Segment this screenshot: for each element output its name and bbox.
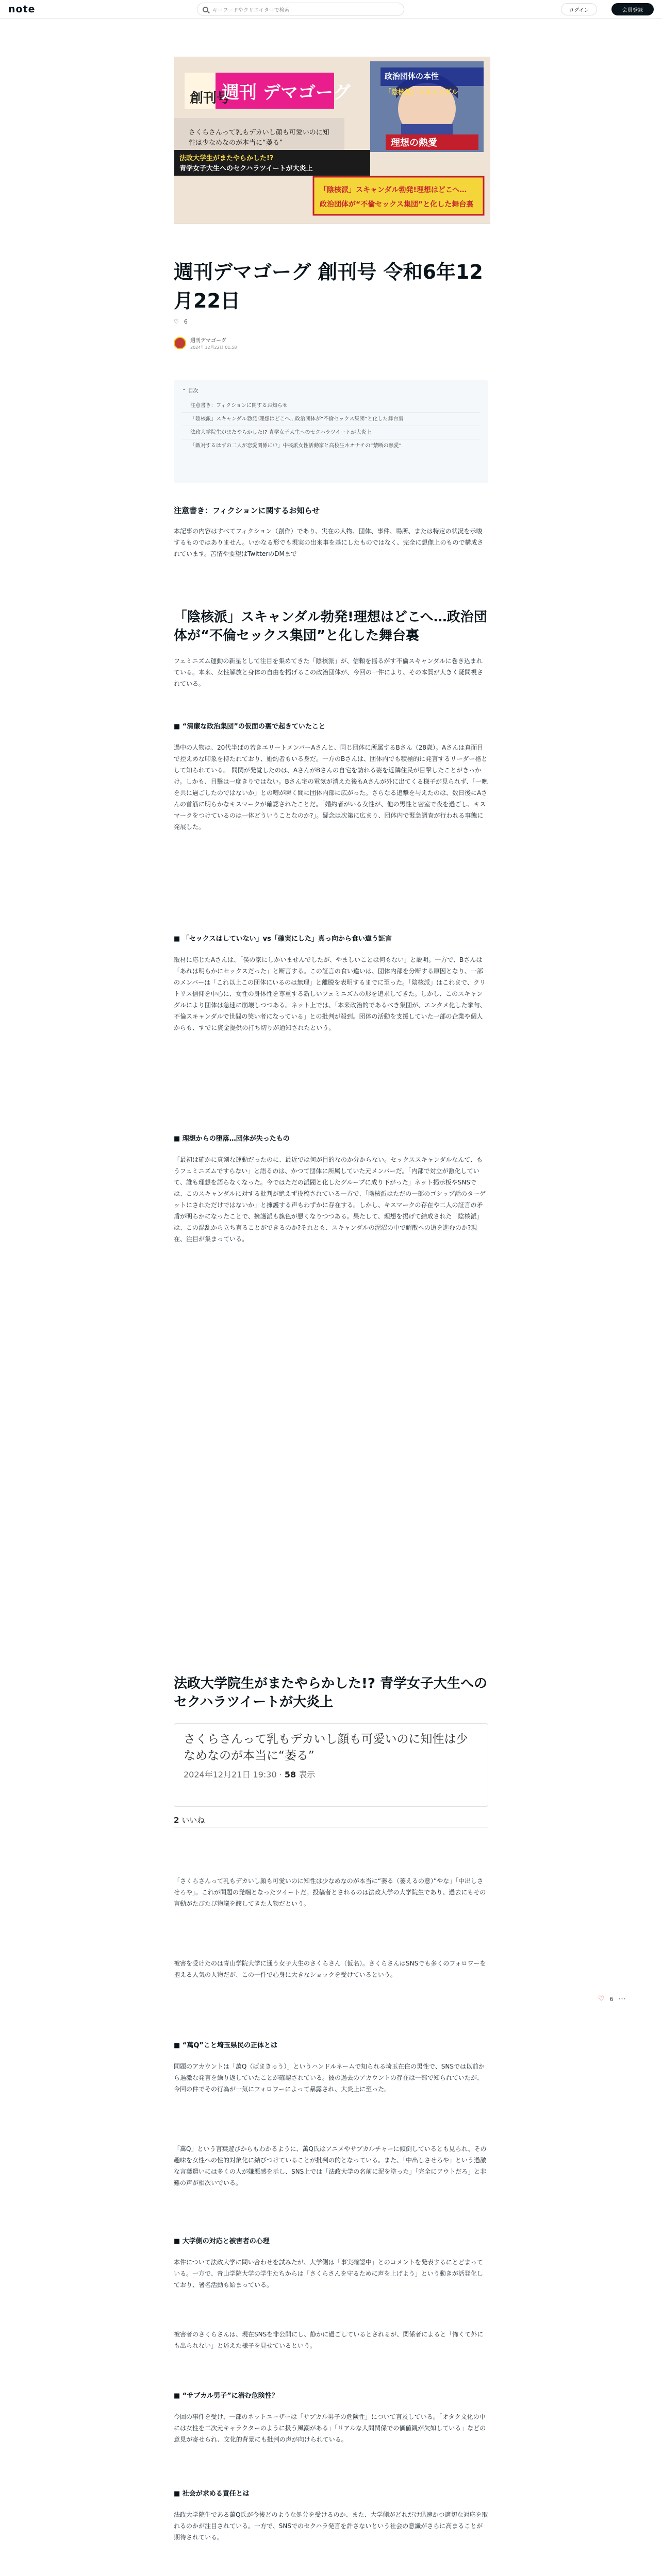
hero-right-label: 政治団体の本性 [385,72,439,81]
login-button[interactable]: ログイン [561,3,597,15]
hero-collage [174,57,490,224]
story2-paragraph-8: 法政大学院生である萬Q氏が今後どのような処分を受けるのか、また、大学側がどれだけ迅速かつ適切な対応を取れるのかが注目されている。一方で、SNSでのセクハラ発言を許さないという社会の意識がさらに高まることが期待されている。 [174,2511,488,2541]
hero-image [174,57,490,224]
story2-paragraph-4: 「萬Q」という言葉遊びからもわかるように、萬Q氏はアニメやサブカルチャーに傾倒しているとも見られ、その趣味を女性への性的対象化に結びつけていることが批判の的となっている。また、「中出しさせろや」という過激な言葉遣いには多くの人が嫌悪感を示し、SNS上では「法政大学の名前に泥を塗った」「完全にアウトだろ」と非難の声が相次いでいる。 [174,2145,487,2187]
heart-icon[interactable]: ♡ [598,1995,605,2003]
story1-subheading-1: ■ “清廉な政治集団”の仮面の裏で起きていたこと [174,723,325,731]
toc-item[interactable]: 注意書き：フィクションに関するお知らせ [182,399,480,413]
chevron-up-icon: ⌃ [182,388,188,394]
note-logo[interactable]: note [8,4,36,15]
story2-heading: 法政大学院生がまたやらかした!? 青学女子大生へのセクハラツイートが大炎上 [174,1676,487,1710]
tweet-likes [174,1815,488,1828]
story1-lead: フェミニズム運動の新星として注目を集めてきた「陰核派」が、信頼を揺るがす不倫スキャンダルに巻き込まれている。本来、女性解放と身体の自由を掲げるこの政治団体が、今回の一件により、その本質が大きく疑問視されている。 [174,657,484,687]
story2-subheading-1: ■ “萬Q”こと埼玉県民の正体とは [174,2042,277,2049]
story2-paragraph-7: 今回の事件を受け、一部のネットユーザーは「サブカル男子の危険性」について言及している。「オタク文化の中には女性を二次元キャラクターのように扱う風潮がある」「リアルな人間関係での価値観が欠如している」などの意見が寄せられ、文化的背景にも批判の声が向けられている。 [174,2413,486,2443]
story2-subheading-2: ■ 大学側の対応と被害者の心理 [174,2238,270,2245]
story2-paragraph-5: 本件について法政大学に問い合わせを試みたが、大学側は「事実確認中」とのコメントを発表するにとどまっている。一方で、青山学院大学の学生たちからは「さくらさんを守るために声を上げよう」という動きが活発化しており、署名活動も始まっている。 [174,2259,483,2289]
story1-paragraph-1: 過中の人物は、20代半ばの若きエリートメンバーAさんと、同じ団体に所属するBさん（28歳）。Aさんは真面目で控えめな印象を持たれており、婚約者もいる身だ。一方のBさんは、団体内でも積極的に発言するリーダー格として知られている。 間関が発覚したのは、AさんがBさんの自宅を訪れる姿を近隣住民が目撃したことがきっかけ。しかも、目撃は一度きりではない。Bさん宅の電気が消えた後もAさんが外に出てくる様子が見られず、「一晩を共に過ごしたのではないか」との噂が瞬く間に団体内部に広がった。さらなる追撃を与えたのは、数日後にAさんの首筋に明らかなキスマークが確認されたことだ。「婚約者がいる女性が、他の男性と密室で夜を過ごし、キスマークをつけているのは一体どういうことなのか?」。疑念は次第に広まり、団体内で緊急調査が行われる事態に発展した。 [174,744,488,831]
story2-subheading-4: ■ 社会が求める責任とは [174,2490,250,2498]
floating-like-count: 6 [609,1995,614,2003]
hero-tag: 創刊号 [190,91,230,106]
hero-bottom-2: 政治団体が“不倫セックス集団”と化した舞台裏 [320,200,474,209]
publish-date: 2024年12月22日 01:58 [190,345,237,350]
author-row [174,336,488,350]
floating-actions [598,1993,626,2005]
hero-caption-1: さくらさんって乳もデカいし顔も可愛いのに知 [189,129,329,137]
tweet-views: 58 [284,1770,296,1780]
hero-caption-4: 青学女子大生へのセクハラツイートが大炎上 [179,165,313,173]
toc-item[interactable]: 「敵対するはずの二人が恋愛関係に!?」中核派女性活動家と高校生ネオナチの“禁断の熱愛” [190,443,402,449]
heart-icon[interactable]: ♡ [174,318,179,325]
tweet-text: さくらさんって乳もデカいし顔も可愛いのに知性は少なめなのが本当に“萎る” [184,1733,468,1762]
toc-heading[interactable]: ⌃ 目次 [182,388,198,394]
notice-heading: 注意書き：フィクションに関するお知らせ [174,506,320,515]
search-icon [203,7,208,12]
story2-paragraph-3: 問題のアカウントは「萬Q（ばまきゅう）」というハンドルネームで知られる埼玉在住の男性で、SNSでは以前から過激な発言を繰り返していたことが確認されている。彼の過去のアカウントの存在は一部で知られていたが、今回の件でその行為が一気にフォロワーによって暴露され、大炎上に至った。 [174,2063,485,2093]
story2-subheading-3: ■ “サブカル男子”に潜む危険性？ [174,2392,278,2400]
table-of-contents [174,380,488,483]
story2-paragraph-6: 被害者のさくらさんは、現在SNSを非公開にし、静かに過ごしているとされるが、関係者によると「怖くて外にも出られない」と述えた様子を見せているという。 [174,2331,484,2349]
author-name[interactable]: 週刊デマゴーグ [190,338,226,344]
global-header [0,0,662,19]
story1-paragraph-2: 取材に応じたAさんは、「僕の家にしかいませんでしたが、やましいことは何もない」と説明。一方で、Bさんは「あれは明らかにセックスだった」と断言する。この証言の食い違いは、団体内部を分断する原因となり、一部のメンバーは「これ以上この団体にいるのは無理」と離脱を表明するまでに至った。「陰核派」はこれまで、クリトリス信仰を中心に、女性の身体性を尊重する新しいフェミニズムの形を追求してきた。しかし、このスキャンダルにより団体は急速に崩壊しつつある。ネット上では、「本来政治的であるべき集団が、エンタメ化した挙句、不倫スキャンダルで世間の笑い者になっている」との批判が殺到。団体の活動を支援していた一部の企業や個人からも、すでに資金提供の打ち切りが通知されたという。 [174,956,486,1031]
story1-subheading-2: ■ 「セックスはしていない」vs「確実にした」真っ向から食い違う証言 [174,935,392,943]
hero-bottom-band [313,177,484,215]
more-icon[interactable]: ⋯ [618,1995,626,2003]
hero-banner: 週刊 デマゴーグ [222,82,351,103]
hero-right-sub: 「陰核派」スキャンダル [385,89,458,96]
tweet-meta: 2024年12月21日 19:30 · 58 表示 [184,1770,316,1780]
story2-paragraph-2: 被害を受けたのは青山学院大学に通う女子大生のさくらさん（仮名）。さくらさんはSNSでも多くのフォロワーを抱える人気の人物だが、この一件で心身に大きなショックを受けているという。 [174,1960,486,1978]
story1-paragraph-3: 「最初は確かに真剣な運動だったのに、最近では何が目的なのか分からない。セックススキャンダルなんて、もうフェミニズムですらない」と語るのは、かつて団体に所属していた元メンバーだ。「内部で対立が激化していて、誰も理想を語らなくなった。今ではただの派閥と化したグループに成り下がった」ネット掲示板やSNSでは、このスキャンダルに対する批判が絶えず投稿されている一方で、「陰核派はただの一部のゴシップ話のターゲットにされただけではないか」と擁護する声もわずかに存在する。しかし、キスマークの存在や二人の証言の矛盾が明らかになったことで、擁護派も旗色が悪くなりつつある。果たして、理想を掲げて結成された「陰核派」は、この混乱から立ち直ることができるのか?それとも、スキャンダルの泥沼の中で解散への道を進むのか?現在、注目が集まっている。 [174,1156,486,1243]
tweet-views-label: 表示 [299,1770,316,1780]
toc-item[interactable]: 法政大学院生がまたやらかした!? 青学女子大生へのセクハラツイートが大炎上 [182,426,480,439]
story2-paragraph-1: 「さくらさんって乳もデカいし顔も可愛いのに知性は少なめなのが本当に“萎る（萎えるの意）”やな」「中出しさせろや」。これが問題の発端となったツイートだ。投稿者とされるのは法政大学の大学院生であり、過去にもその言動がたびたび物議を醸してきた人物だという。 [174,1877,486,1907]
hero-right-badge: 理想の熱愛 [391,138,437,148]
tweet-like-label: いいね [181,1816,205,1825]
signup-button[interactable]: 会員登録 [611,3,654,15]
article-like-row [174,317,488,326]
story1-subheading-3: ■ 理想からの堕落…団体が失ったもの [174,1135,290,1143]
article-like-count: 6 [184,318,188,325]
tweet-like-count: 2 [174,1816,179,1825]
tweet-date: 2024年12月21日 19:30 [184,1770,277,1780]
story1-heading: 「陰核派」スキャンダル勃発!理想はどこへ…政治団体が“不倫セックス集団”と化した舞台裏 [174,609,487,643]
search-box[interactable] [197,3,404,16]
hero-caption-3: 法政大学生がまたやらかした!? [179,155,274,162]
hero-caption-2: 性は少なめなのが本当に“萎る” [189,139,283,147]
notice-body: 本記事の内容はすべてフィクション（創作）であり、実在の人物、団体、事件、場所、または特定の状況を示唆するものではありません。いかなる形でも現実の出来事を基にしたものではなく、完全に想像上のもので構成されています。苦情や要望はTwitterのDMまで [174,528,484,557]
toc-item[interactable]: 「陰核派」スキャンダル勃発!理想はどこへ…政治団体が“不倫セックス集団”と化した舞台裏 [182,413,480,426]
author-avatar[interactable] [174,337,186,349]
hero-bottom-1: 「陰核派」スキャンダル勃発!理想はどこへ… [320,186,467,194]
article-title: 週刊デマゴーグ 創刊号 令和6年12月22日 [174,261,483,312]
search-placeholder: キーワードやクリエイターで検索 [212,7,290,13]
embedded-tweet[interactable] [174,1723,488,1807]
